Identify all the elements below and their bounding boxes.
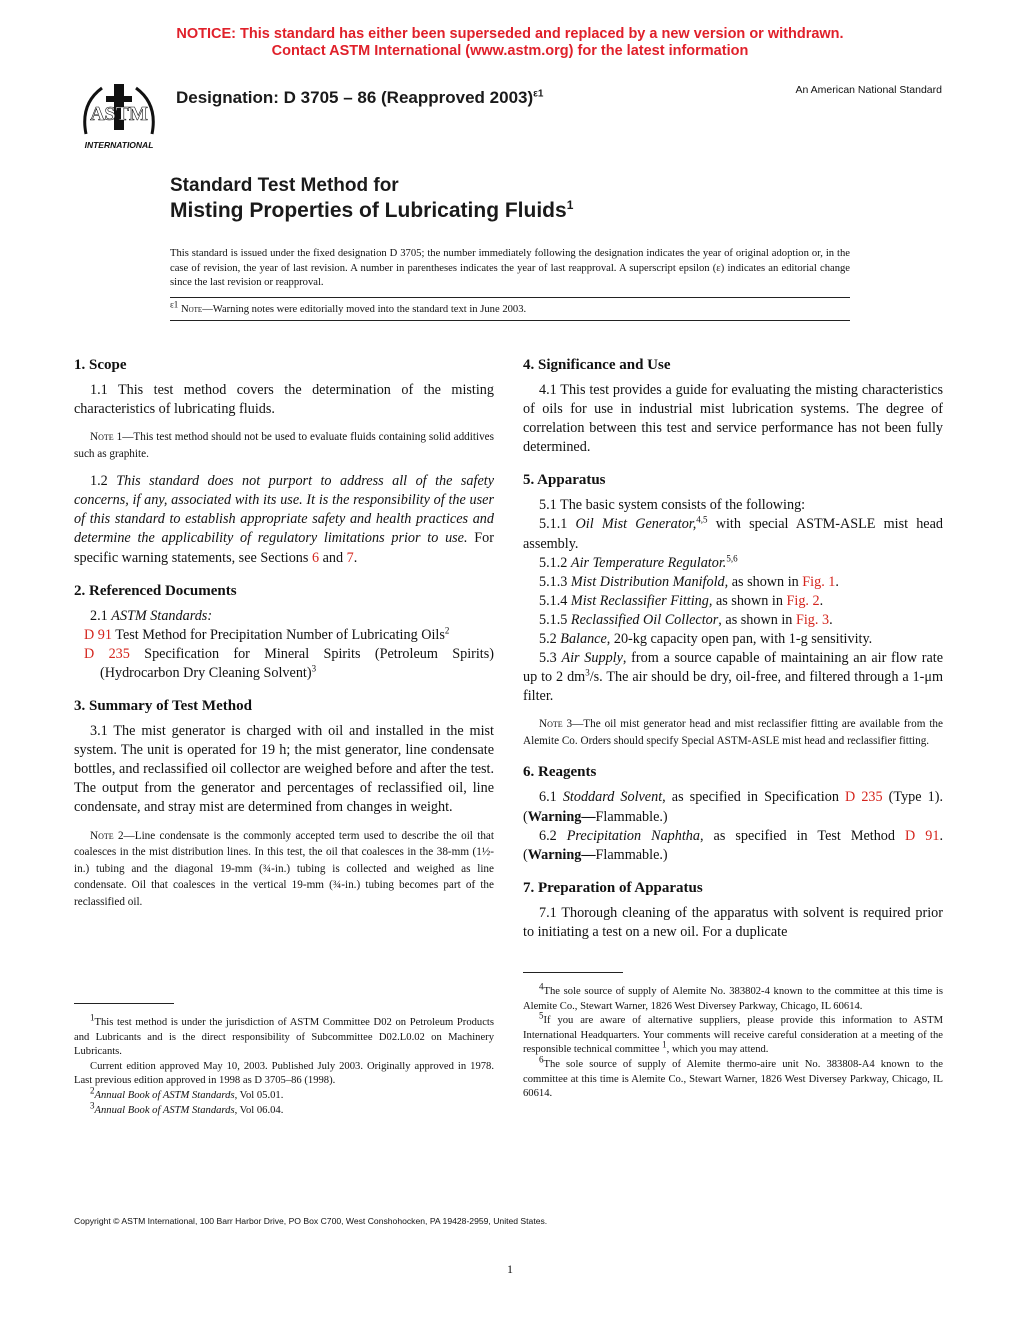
- section-heading-scope: 1. Scope: [74, 357, 127, 373]
- paragraph-6-2: 6.2 Precipitation Naphtha, as specified in Test Method D 91. (Warning—Flammable.): [523, 827, 943, 863]
- section-heading-reagents: 6. Reagents: [523, 764, 597, 781]
- reference-d235: D 235 Specification for Mineral Spirits (Petroleum Spirits) (Hydrocarbon Dry Cleaning Solvent)$^3$: [84, 645, 494, 681]
- note-3: Note 3—The oil mist generator head and mist reclassifier fitting are available from the Alemite Co. Orders should specify Special ASTM-ASLE mist head and reclassifier fitting.: [523, 718, 943, 747]
- paragraph-5-1-3: 5.1.3 Mist Distribution Manifold, as shown in Fig. 1.: [539, 573, 839, 590]
- logo-wordmark: ASTM: [90, 103, 148, 125]
- footnote-4: $^4$The sole source of supply of Alemite No. 383802-4 known to the committee at this time is Alemite Co., Stewart Warner, 1826 West Diversey Parkway, Chicago, IL 60614.: [523, 981, 943, 1012]
- link-fig-2[interactable]: Fig. 2: [786, 592, 820, 609]
- designation: Designation: D 3705 – 86 (Reapproved 2003)$^{\varepsilon 1}$: [176, 88, 544, 107]
- paragraph-5-1: 5.1 The basic system consists of the following:: [539, 497, 806, 514]
- link-fig-3[interactable]: Fig. 3: [795, 611, 830, 628]
- link-d235[interactable]: D 235: [84, 645, 130, 662]
- link-fig-1[interactable]: Fig. 1: [802, 573, 836, 590]
- paragraph-5-1-4: 5.1.4 Mist Reclassifier Fitting, as shown in Fig. 2.: [539, 592, 824, 609]
- copyright-notice: Copyright © ASTM International, 100 Barr Harbor Drive, PO Box C700, West Conshohocken, PA 19428-2959, United States.: [74, 1216, 548, 1226]
- epsilon-note: $^{\varepsilon 1}$ Note—Warning notes were editorially moved into the standard text in June 2003.: [170, 299, 527, 315]
- paragraph-1-2: 1.2 This standard does not purport to address all of the safety concerns, if any, associated with its use. It is the responsibility of the user of this standard to establish appropriate safety and health practices and determine the applicability of regulatory limitations prior to use. For specific warning statements, see Sections 6 and 7.: [74, 473, 494, 566]
- footnote-divider: [523, 972, 623, 973]
- link-section-7[interactable]: 7: [346, 549, 354, 566]
- section-heading-significance: 4. Significance and Use: [523, 357, 671, 373]
- logo-subtext: INTERNATIONAL: [84, 140, 154, 150]
- divider: [170, 297, 850, 298]
- footnote-1: $^1$This test method is under the jurisdiction of ASTM Committee D02 on Petroleum Products and Lubricants and is the direct responsibility of Subcommittee D02.L0.02 on Machinery Lubricants.: [74, 1012, 494, 1058]
- paragraph-5-3: 5.3 Air Supply, from a source capable of maintaining an air flow rate up to 2 $dm^3/s$. The air should be dry, oil-free, and filtered through a 1-μm filter.: [523, 650, 944, 705]
- footnote-1b: Current edition approved May 10, 2003. Published July 2003. Originally approved in 1978. Last previous edition approved in 1998 as D 3705–86 (1998).: [74, 1060, 494, 1087]
- paragraph-6-1: 6.1 Stoddard Solvent, as specified in Specification D 235 (Type 1). (Warning—Flammable.): [523, 789, 944, 825]
- section-heading-referenced-documents: 2. Referenced Documents: [74, 582, 237, 599]
- link-section-6[interactable]: 6: [311, 549, 320, 566]
- paragraph-5-2: 5.2 Balance, 20-kg capacity open pan, with 1-g sensitivity.: [539, 631, 873, 648]
- footnote-6: $^6$The sole source of supply of Alemite thermo-aire unit No. 383808-A4 known to the committee at this time is Alemite Co., Stewart Warner, 1826 West Diversey Parkway, Chicago, IL 60614.: [523, 1054, 943, 1100]
- link-d91-reagent[interactable]: D 91: [905, 827, 940, 844]
- reference-d91: D 91 Test Method for Precipitation Number of Lubricating Oils$^2$: [84, 625, 450, 643]
- section-heading-preparation: 7. Preparation of Apparatus: [523, 879, 703, 896]
- footnote-divider: [74, 1003, 174, 1004]
- national-standard-label: An American National Standard: [795, 84, 942, 96]
- paragraph-2-1: 2.1 ASTM Standards:: [90, 607, 213, 624]
- paragraph-5-1-2: 5.1.2 Air Temperature Regulator.$^{5,6}$: [539, 552, 738, 571]
- paragraph-1-1: 1.1 This test method covers the determination of the misting characteristics of lubricating fluids.: [74, 382, 494, 418]
- title-line-1: Standard Test Method for: [170, 175, 399, 196]
- divider: [170, 320, 850, 321]
- footnote-3: $^3$Annual Book of ASTM Standards, Vol 06.04.: [90, 1100, 284, 1116]
- link-d91[interactable]: D 91: [84, 626, 112, 643]
- note-2: Note 2—Line condensate is the commonly accepted term used to describe the oil that coalesces in the mist distribution lines. In this test, the oil that coalesces in the 38-mm (1½-in.) tubing and the diagonal 19-mm (¾-in.) tubing is collected and weighed as line condensate. Oil that coalesces in the vertical 19-mm (¾-in.) tubing becomes part of the reclassified oil.: [74, 829, 494, 908]
- supersession-notice: [0, 26, 1020, 60]
- link-d235-reagent[interactable]: D 235: [845, 789, 883, 806]
- notice-line-2: Contact ASTM International (www.astm.org) for the latest information: [271, 43, 749, 59]
- paragraph-3-1: 3.1 The mist generator is charged with oil and installed in the mist system. The unit is operated for 19 h; the mist generator, line condensate bottles, and reclassified oil collector are weighed before and after the test. The output from the generator and percentages of reclassified oil, line condensate, and stray mist are determined from changes in weight.: [74, 723, 494, 816]
- notice-line-1: NOTICE: This standard has either been superseded and replaced by a new version or withdrawn.: [176, 26, 844, 42]
- section-heading-apparatus: 5. Apparatus: [523, 472, 606, 489]
- right-column: [523, 356, 943, 942]
- issuance-statement: This standard is issued under the fixed designation D 3705; the number immediately following the designation indicates the year of original adoption or, in the case of revision, the year of last revision. A number in parentheses indicates the year of last reapproval. A superscript epsilon (ε) indicates an editorial change since the last revision or reapproval.: [170, 248, 850, 289]
- paragraph-5-1-5: 5.1.5 Reclassified Oil Collector, as shown in Fig. 3.: [539, 611, 833, 628]
- right-footnotes: [523, 981, 943, 1102]
- left-column: [74, 356, 494, 910]
- section-heading-summary: 3. Summary of Test Method: [74, 698, 252, 715]
- footnote-2: $^2$Annual Book of ASTM Standards, Vol 05.01.: [90, 1085, 284, 1101]
- document-title: [170, 174, 573, 224]
- paragraph-5-1-1: 5.1.1 Oil Mist Generator,$^{4,5}$ with special ASTM-ASLE mist head assembly.: [523, 514, 943, 552]
- paragraph-4-1: 4.1 This test provides a guide for evaluating the misting characteristics of oils for use in industrial mist lubrication systems. The degree of correlation between this test and service performance has not been fully determined.: [523, 382, 943, 456]
- left-footnotes: [74, 1012, 494, 1118]
- paragraph-7-1: 7.1 Thorough cleaning of the apparatus with solvent is required prior to initiating a test on a new oil. For a duplicate: [523, 904, 943, 940]
- astm-logo-icon: [76, 74, 162, 152]
- note-1: Note 1—This test method should not be used to evaluate fluids containing solid additives such as graphite.: [74, 431, 494, 460]
- title-line-2: Misting Properties of Lubricating Fluids$^1$: [170, 198, 574, 222]
- footnote-5: $^5$If you are aware of alternative suppliers, please provide this information to ASTM International Headquarters. Your comments will receive careful consideration at a meeting of the responsible technical committee $^1$, which you may attend.: [523, 1010, 943, 1056]
- page-number: 1: [507, 1262, 513, 1276]
